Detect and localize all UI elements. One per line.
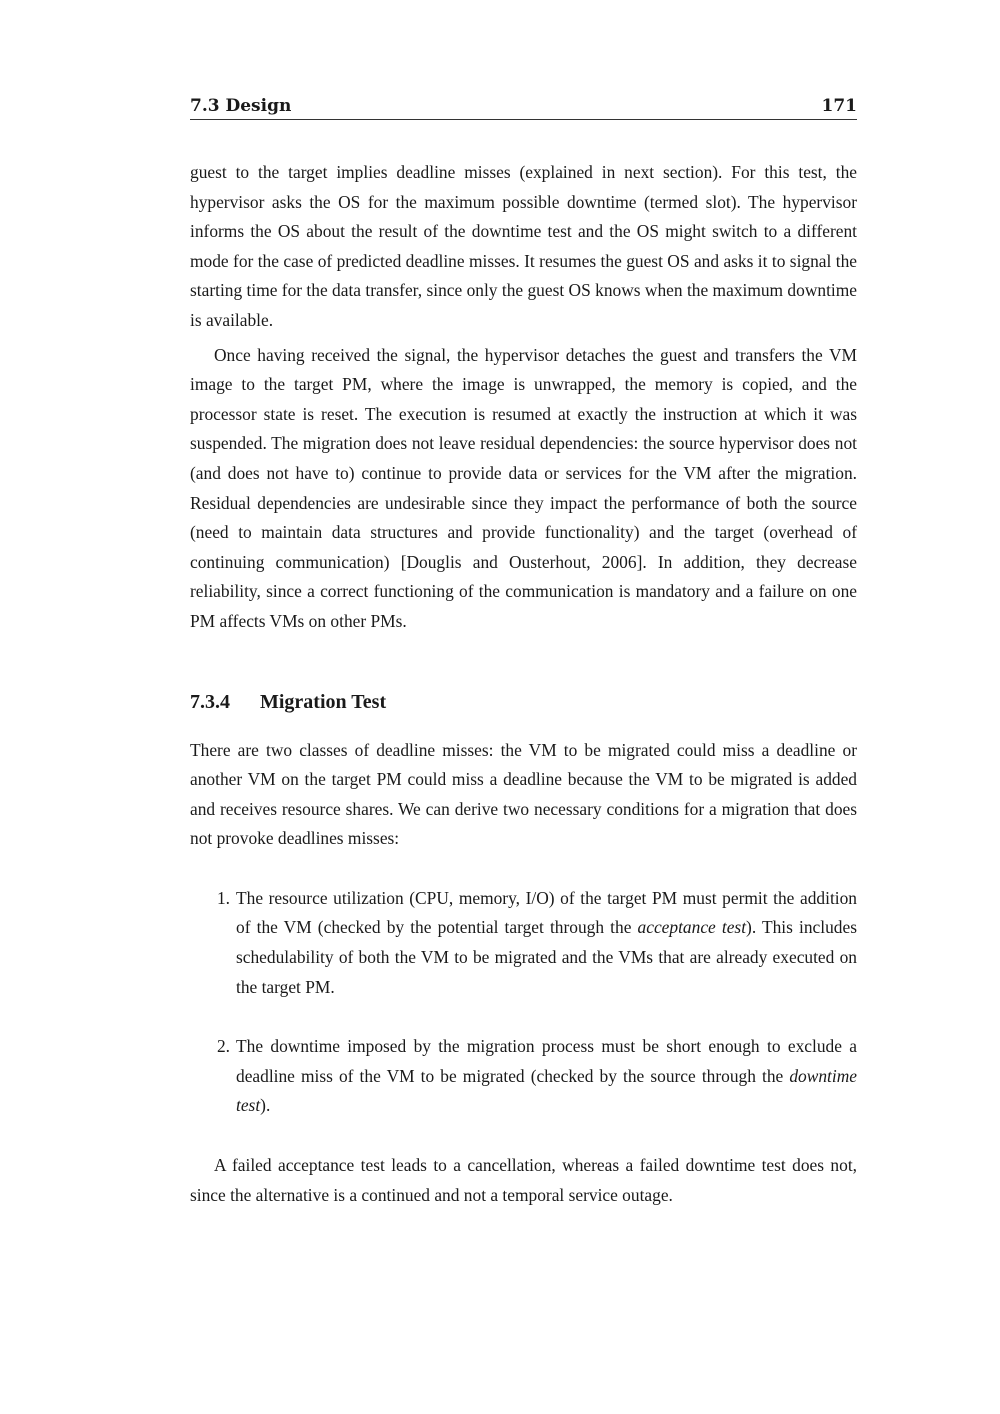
item-text-after: ).: [260, 1095, 271, 1116]
header-section-title: 7.3 Design: [190, 96, 292, 116]
conditions-list: [190, 884, 857, 1121]
paragraph-2: Once having received the signal, the hypervisor detaches the guest and transfers the VM image to the target PM, where the image is unwrapped, the memory is copied, and the processor state is reset. The execution is resumed at exactly the instruction at which it was suspended. The migration does not leave residual dependencies: the source hypervisor does not (and does not have to) continue to provide data or services for the VM after the migration. Residual dependencies are undesirable since they impact the performance of both the source (need to maintain data structures and provide functionality) and the target (overhead of continuing communication) [Douglis and Ousterhout, 2006]. In addition, they decrease reliability, since a correct functioning of the communication is mandatory and a failure on one PM affects VMs on other PMs.: [190, 344, 857, 631]
item-text-before: The resource utilization (CPU, memory, I/O) of the target PM must permit the addition of the VM (checked by the potential target through the: [236, 887, 857, 938]
page-number: 171: [821, 96, 857, 116]
list-marker: 2.: [216, 1036, 230, 1057]
page: [190, 96, 857, 1210]
list-item: [190, 884, 857, 1002]
item-emphasis: downtime test: [236, 1065, 857, 1116]
item-text-before: The downtime imposed by the migration process must be short enough to exclude a deadline miss of the VM to be migrated (checked by the source through the: [236, 1036, 857, 1086]
item-text-after: ). This includes schedulability of both the VM to be migrated and the VMs that are already executed on the target PM.: [236, 917, 857, 997]
list-marker: 1.: [216, 887, 230, 908]
section-heading: [190, 691, 857, 714]
section-number: 7.3.4: [190, 690, 230, 713]
list-item: [190, 1032, 857, 1121]
running-header: [190, 96, 857, 120]
paragraph-1: guest to the target implies deadline misses (explained in next section). For this test, the hypervisor asks the OS for the maximum possible downtime (termed slot). The hypervisor informs the OS about the result of the downtime test and the OS might switch to a different mode for the case of predicted deadline misses. It resumes the guest OS and asks it to signal the starting time for the data transfer, since only the guest OS knows when the maximum downtime is available.: [190, 162, 857, 330]
section-title: Migration Test: [260, 690, 387, 713]
list-item-text: [236, 884, 857, 1002]
closing-paragraph: A failed acceptance test leads to a cancellation, whereas a failed downtime test does not, since the alternative is a continued and not a temporal service outage.: [190, 1155, 857, 1205]
list-item-text: [236, 1032, 857, 1121]
section-intro: There are two classes of deadline misses: the VM to be migrated could miss a deadline or another VM on the target PM could miss a deadline because the VM to be migrated is added and receives resource shares. We can derive two necessary conditions for a migration that does not provoke deadlines misses:: [190, 739, 857, 849]
item-emphasis: acceptance test: [637, 917, 747, 938]
